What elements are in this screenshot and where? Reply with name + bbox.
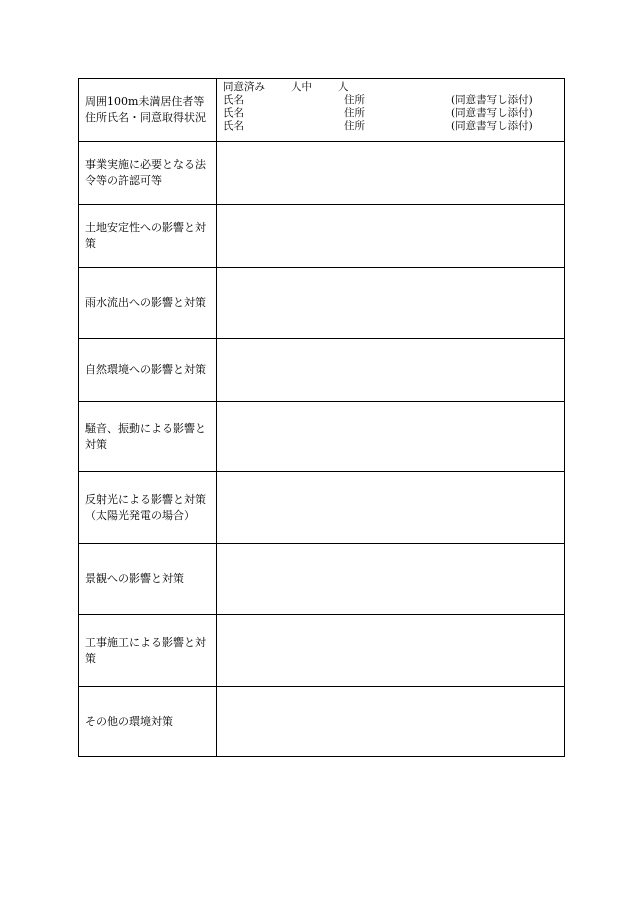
consent-block [217,79,564,133]
consent-entry [223,107,564,120]
consent-row [79,79,565,142]
consent-entry [223,94,564,107]
row-value-landscape[interactable] [217,544,565,615]
form-row [79,268,565,339]
row-label-rainwater: 雨水流出への影響と対策 [79,268,217,339]
consent-count-mid: 人中 [291,81,312,93]
row-value-reflected-light[interactable] [217,472,565,544]
row-value-construction[interactable] [217,615,565,687]
entry-note: (同意書写し添付) [451,94,533,106]
row-value-noise-vibration[interactable] [217,402,565,472]
entry-name-label: 氏名 [223,94,244,106]
row-value-rainwater[interactable] [217,268,565,339]
row-label-construction: 工事施工による影響と対策 [79,615,217,687]
row-label-land-stability: 土地安定性への影響と対策 [79,205,217,268]
row-label-noise-vibration: 騒音、振動による影響と対策 [79,402,217,472]
form-row [79,472,565,544]
row-value-other-measures[interactable] [217,687,565,757]
entry-name-label: 氏名 [223,120,244,132]
entry-note: (同意書写し添付) [451,120,533,132]
row-label-permits: 事業実施に必要となる法令等の許認可等 [79,142,217,205]
form-row [79,205,565,268]
consent-entry [223,120,564,133]
row-value-land-stability[interactable] [217,205,565,268]
consent-count-line [223,81,564,94]
consent-value-cell[interactable] [217,79,565,142]
row-value-permits[interactable] [217,142,565,205]
row-label-reflected-light: 反射光による影響と対策（太陽光発電の場合） [79,472,217,544]
entry-name-label: 氏名 [223,107,244,119]
consent-label-line1: 周囲100m未満居住者等 [85,95,205,108]
form-row [79,544,565,615]
form-row [79,339,565,402]
consent-label-line2: 住所氏名・同意取得状況 [85,111,206,124]
entry-address-label: 住所 [344,107,365,119]
form-row [79,687,565,757]
consent-label-cell [79,79,217,142]
form-row [79,402,565,472]
entry-address-label: 住所 [344,94,365,106]
form-row [79,615,565,687]
row-label-natural-environment: 自然環境への影響と対策 [79,339,217,402]
entry-address-label: 住所 [344,120,365,132]
environment-form-table [78,78,565,757]
entry-note: (同意書写し添付) [451,107,533,119]
form-row [79,142,565,205]
consent-done-label: 同意済み [223,81,265,93]
row-label-other-measures: その他の環境対策 [79,687,217,757]
consent-count-unit: 人 [338,81,349,93]
row-label-landscape: 景観への影響と対策 [79,544,217,615]
row-value-natural-environment[interactable] [217,339,565,402]
